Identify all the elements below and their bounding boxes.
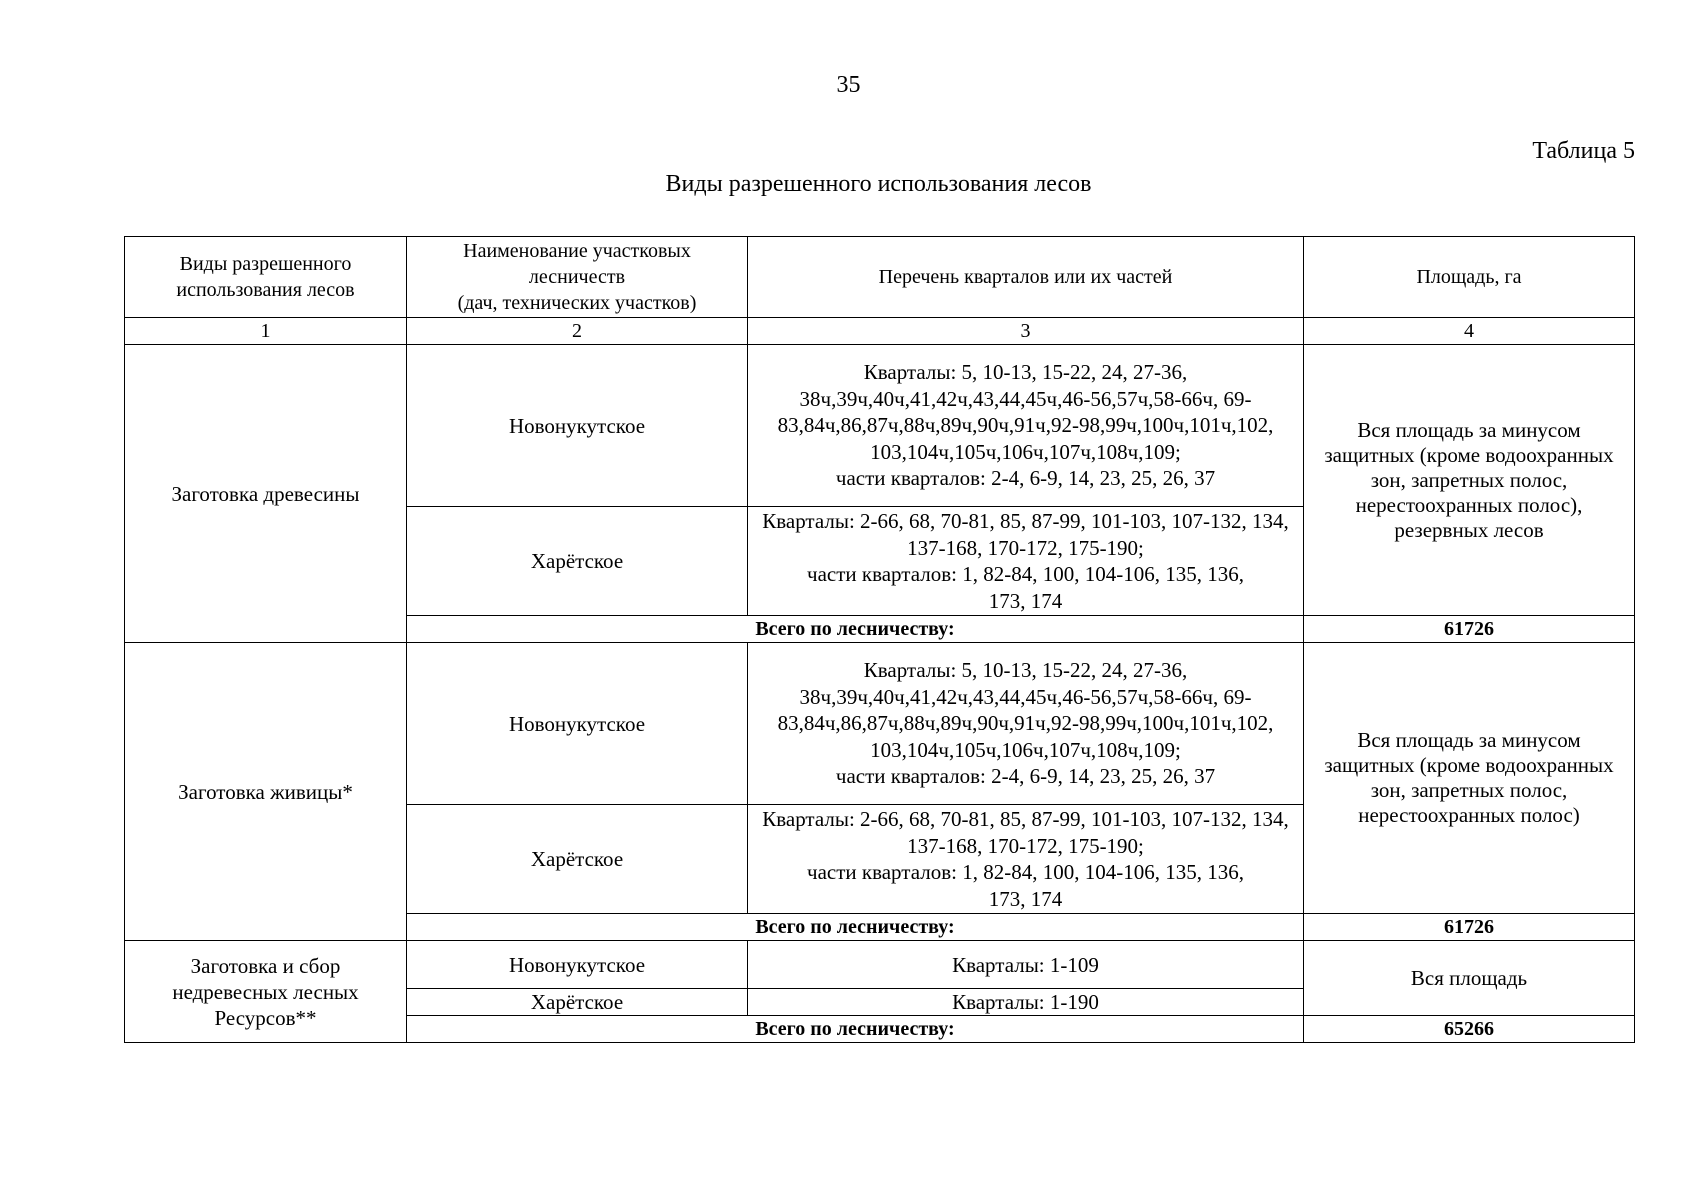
table-row	[125, 941, 1635, 989]
total-value: 61726	[1304, 914, 1635, 941]
header-area: Площадь, га	[1304, 237, 1635, 318]
forestry-cell: Харётское	[407, 805, 748, 914]
forestry-cell: Новонукутское	[407, 345, 748, 507]
area-cell: Вся площадь	[1304, 941, 1635, 1016]
header-forestry: Наименование участковых лесничеств (дач, технических участков)	[407, 237, 748, 318]
forest-use-table	[124, 236, 1635, 1043]
forestry-cell: Харётское	[407, 989, 748, 1016]
use-type-cell: Заготовка и сбор недревесных лесных Ресурсов**	[125, 941, 407, 1043]
quarters-cell: Кварталы: 1-190	[748, 989, 1304, 1016]
column-number: 4	[1304, 318, 1635, 345]
table-row	[125, 345, 1635, 507]
column-number: 3	[748, 318, 1304, 345]
column-number: 1	[125, 318, 407, 345]
header-use-type: Виды разрешенного использования лесов	[125, 237, 407, 318]
total-value: 65266	[1304, 1016, 1635, 1043]
total-label: Всего по лесничеству:	[407, 914, 1304, 941]
page-number: 35	[836, 72, 861, 98]
table-label: Таблица 5	[1532, 138, 1635, 164]
quarters-cell: Кварталы: 5, 10-13, 15-22, 24, 27-36, 38ч,39ч,40ч,41,42ч,43,44,45ч,46-56,57ч,58-66ч, 69-83,84ч,86,87ч,88ч,89ч,90ч,91ч,92-98,99ч,100ч,101ч,102, 103,104ч,105ч,106ч,107ч,108ч,109; части кварталов: 2-4, 6-9, 14, 23, 25, 26, 37	[748, 345, 1304, 507]
use-type-cell: Заготовка живицы*	[125, 643, 407, 941]
forestry-cell: Новонукутское	[407, 941, 748, 989]
total-label: Всего по лесничеству:	[407, 616, 1304, 643]
header-row	[125, 237, 1635, 318]
forestry-cell: Новонукутское	[407, 643, 748, 805]
header-quarters: Перечень кварталов или их частей	[748, 237, 1304, 318]
table-title: Виды разрешенного использования лесов	[665, 171, 1092, 197]
table-row	[125, 643, 1635, 805]
forestry-cell: Харётское	[407, 507, 748, 616]
total-label: Всего по лесничеству:	[407, 1016, 1304, 1043]
area-cell: Вся площадь за минусом защитных (кроме водоохранных зон, запретных полос, нерестоохранных полос)	[1304, 643, 1635, 914]
column-number: 2	[407, 318, 748, 345]
total-value: 61726	[1304, 616, 1635, 643]
quarters-cell: Кварталы: 5, 10-13, 15-22, 24, 27-36, 38ч,39ч,40ч,41,42ч,43,44,45ч,46-56,57ч,58-66ч, 69-83,84ч,86,87ч,88ч,89ч,90ч,91ч,92-98,99ч,100ч,101ч,102, 103,104ч,105ч,106ч,107ч,108ч,109; части кварталов: 2-4, 6-9, 14, 23, 25, 26, 37	[748, 643, 1304, 805]
quarters-cell: Кварталы: 1-109	[748, 941, 1304, 989]
column-numbers-row	[125, 318, 1635, 345]
quarters-cell: Кварталы: 2-66, 68, 70-81, 85, 87-99, 101-103, 107-132, 134, 137-168, 170-172, 175-190; части кварталов: 1, 82-84, 100, 104-106, 135, 136, 173, 174	[748, 805, 1304, 914]
area-cell: Вся площадь за минусом защитных (кроме водоохранных зон, запретных полос, нерестоохранных полос), резервных лесов	[1304, 345, 1635, 616]
quarters-cell: Кварталы: 2-66, 68, 70-81, 85, 87-99, 101-103, 107-132, 134, 137-168, 170-172, 175-190; части кварталов: 1, 82-84, 100, 104-106, 135, 136, 173, 174	[748, 507, 1304, 616]
use-type-cell: Заготовка древесины	[125, 345, 407, 643]
